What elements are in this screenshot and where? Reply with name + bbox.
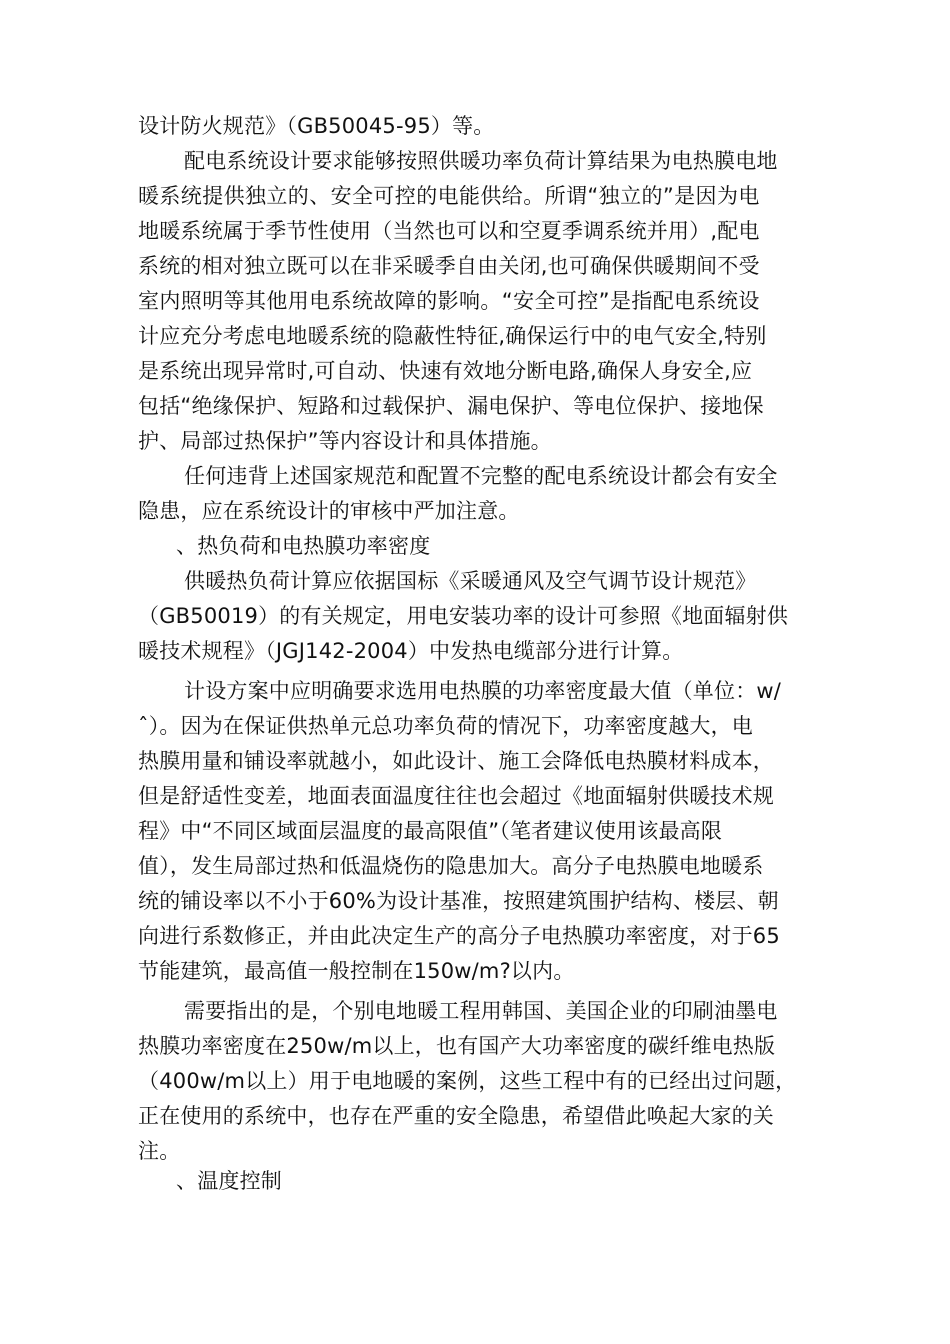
section-heading: 、温度控制: [176, 1169, 282, 1193]
text-line: 值），发生局部过热和低温烧伤的隐患加大。高分子电热膜电地暖系: [138, 854, 764, 878]
text-line: 任何违背上述国家规范和配置不完整的配电系统设计都会有安全: [184, 464, 778, 488]
section-heading: 、热负荷和电热膜功率密度: [176, 534, 431, 558]
text-line: 计设方案中应明确要求选用电热膜的功率密度最大值（单位：w/: [184, 679, 782, 703]
text-line: 统的铺设率以不小于60%为设计基准，按照建筑围护结构、楼层、朝: [138, 889, 779, 913]
text-line: 但是舒适性变差，地面表面温度往往也会超过《地面辐射供暖技术规: [138, 784, 774, 808]
text-line: 暖系统提供独立的、安全可控的电能供给。所谓“独立的”是因为电: [138, 184, 760, 208]
text-line: （GB50019）的有关规定，用电安装功率的设计可参照《地面辐射供: [138, 604, 789, 628]
text-line: 是系统出现异常时,可自动、快速有效地分断电路,确保人身安全,应: [138, 359, 753, 383]
text-line: ˆ）。因为在保证供热单元总功率负荷的情况下，功率密度越大，电: [138, 714, 753, 738]
text-line: 正在使用的系统中，也存在严重的安全隐患，希望借此唤起大家的关: [138, 1104, 774, 1128]
text-line: 热膜用量和铺设率就越小，如此设计、施工会降低电热膜材料成本，: [138, 749, 774, 773]
text-line: 需要指出的是，个别电地暖工程用韩国、美国企业的印刷油墨电: [184, 999, 778, 1023]
text-line: 隐患，应在系统设计的审核中严加注意。: [138, 499, 520, 523]
text-line: 热膜功率密度在250w/m以上，也有国产大功率密度的碳纤维电热版: [138, 1034, 776, 1058]
text-line: 程》中“不同区域面层温度的最高限值”（笔者建议使用该最高限: [138, 819, 723, 843]
text-line: 系统的相对独立既可以在非采暖季自由关闭,也可确保供暖期间不受: [138, 254, 760, 278]
text-line: 暖技术规程》（JGJ142-2004）中发热电缆部分进行计算。: [138, 639, 684, 663]
text-line: 护、局部过热保护”等内容设计和具体措施。: [138, 429, 552, 453]
text-line: 配电系统设计要求能够按照供暖功率负荷计算结果为电热膜电地: [184, 149, 778, 173]
text-line: 供暖热负荷计算应依据国标《采暖通风及空气调节设计规范》: [184, 569, 757, 593]
text-line: 地暖系统属于季节性使用（当然也可以和空夏季调系统并用）,配电: [138, 219, 760, 243]
text-line: 向进行系数修正，并由此决定生产的高分子电热膜功率密度，对于65: [138, 924, 780, 948]
text-line: 设计防火规范》（GB50045-95）等。: [138, 114, 495, 138]
text-line: 包括“绝缘保护、短路和过载保护、漏电保护、等电位保护、接地保: [138, 394, 764, 418]
text-line: 注。: [138, 1139, 181, 1163]
text-line: （400w/m以上）用于电地暖的案例，这些工程中有的已经出过问题，: [138, 1069, 797, 1093]
text-line: 节能建筑，最高值一般控制在150w/m?以内。: [138, 959, 575, 983]
text-line: 计应充分考虑电地暖系统的隐蔽性特征,确保运行中的电气安全,特别: [138, 324, 767, 348]
text-line: 室内照明等其他用电系统故障的影响。“安全可控”是指配电系统设: [138, 289, 760, 313]
